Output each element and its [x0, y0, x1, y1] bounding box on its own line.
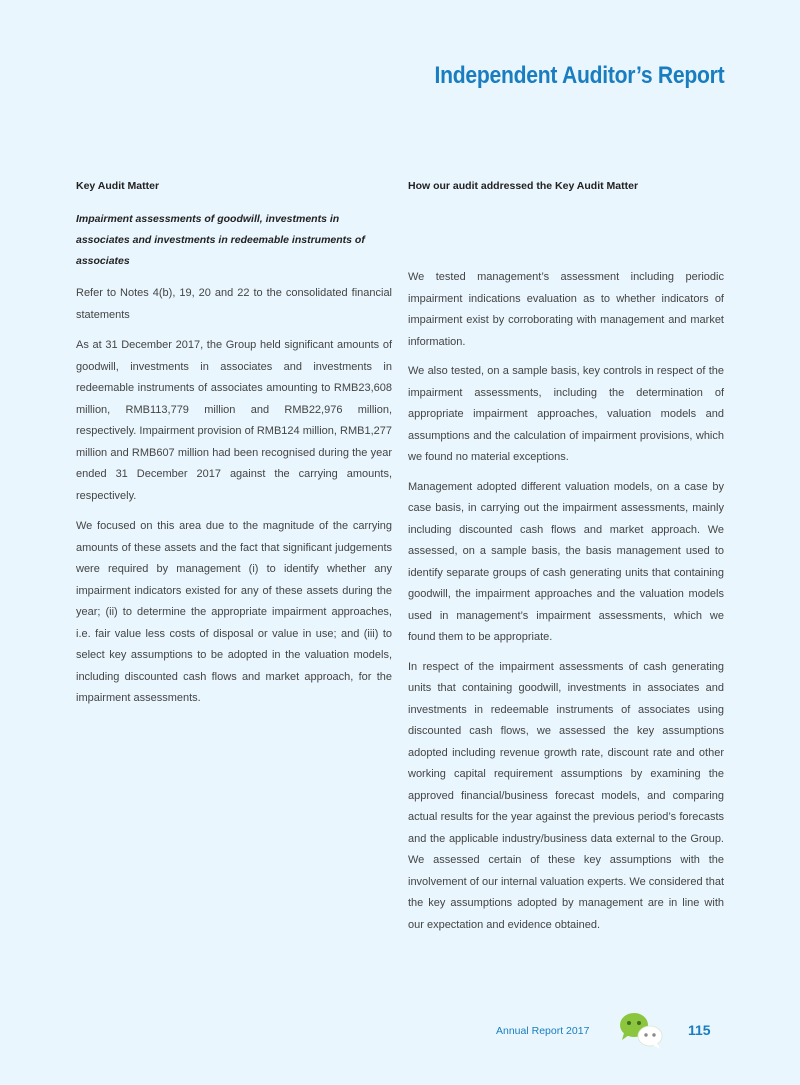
key-audit-matter-column: [76, 178, 392, 719]
response-paragraph: In respect of the impairment assessments of cash generating units that containing goodwill, investments in associates and investments in redeemable instruments of associates using discounted cash flows, we assessed the key assumptions adopted including revenue growth rate, discount rate and other working capital requirement assumptions by examining the approved financial/business forecast models, and comparing actual results for the year against the previous period’s forecasts and the applicable industry/business data external to the Group. We assessed certain of these key assumptions with the involvement of our internal valuation experts. We considered that the key assumptions adopted by management are in line with our expectation and evidence obtained.: [408, 660, 724, 931]
response-paragraph: We also tested, on a sample basis, key controls in respect of the impairment assessments, including the determination of appropriate impairment approaches, valuation models and assumptions and the calculation of impairment provisions, which we found no material exceptions.: [408, 365, 724, 463]
page-title: Independent Auditor’s Report: [434, 62, 724, 89]
key-audit-matter-heading: Key Audit Matter: [76, 180, 160, 192]
matter-paragraph: Refer to Notes 4(b), 19, 20 and 22 to the consolidated financial statements: [76, 287, 392, 321]
page-number: 115: [688, 1022, 711, 1038]
response-paragraph: Management adopted different valuation models, on a case by case basis, in carrying out the impairment assessments, mainly including discounted cash flows and market approach. We assessed, on a sample basis, the basis management used to identify separate groups of cash generating units that containing goodwill, the impairment approaches and the valuation models used in management’s impairment assessments, which we found them to be appropriate.: [408, 480, 724, 643]
matter-title: Impairment assessments of goodwill, investments in associates and investments in redeemable instruments of associates: [76, 213, 365, 267]
matter-paragraph: We focused on this area due to the magnitude of the carrying amounts of these assets and the fact that significant judgements were required by management (i) to identify whether any impairment indicators existed for any of these assets during the year; (ii) to determine the appropriate impairment approaches, i.e. fair value less costs of disposal or value in use; and (iii) to select key assumptions to be adopted in the valuation models, including discounted cash flows and market approach, for the impairment assessments.: [76, 520, 392, 704]
wechat-logo-icon: [614, 1010, 668, 1050]
audit-response-heading: How our audit addressed the Key Audit Matter: [408, 180, 639, 192]
matter-paragraph: As at 31 December 2017, the Group held significant amounts of goodwill, investments in associates and investments in redeemable instruments of associates amounting to RMB23,608 million, RMB113,779 million and RMB22,976 million, respectively. Impairment provision of RMB124 million, RMB1,277 million and RMB607 million had been recognised during the year ended 31 December 2017 against the carrying amounts, respectively.: [76, 339, 392, 502]
footer-report-label: Annual Report 2017: [496, 1025, 590, 1037]
response-paragraph: We tested management’s assessment including periodic impairment indications evaluation as to whether indicators of impairment exist by corroborating with management and market information.: [408, 271, 724, 348]
audit-response-column: [408, 178, 724, 944]
